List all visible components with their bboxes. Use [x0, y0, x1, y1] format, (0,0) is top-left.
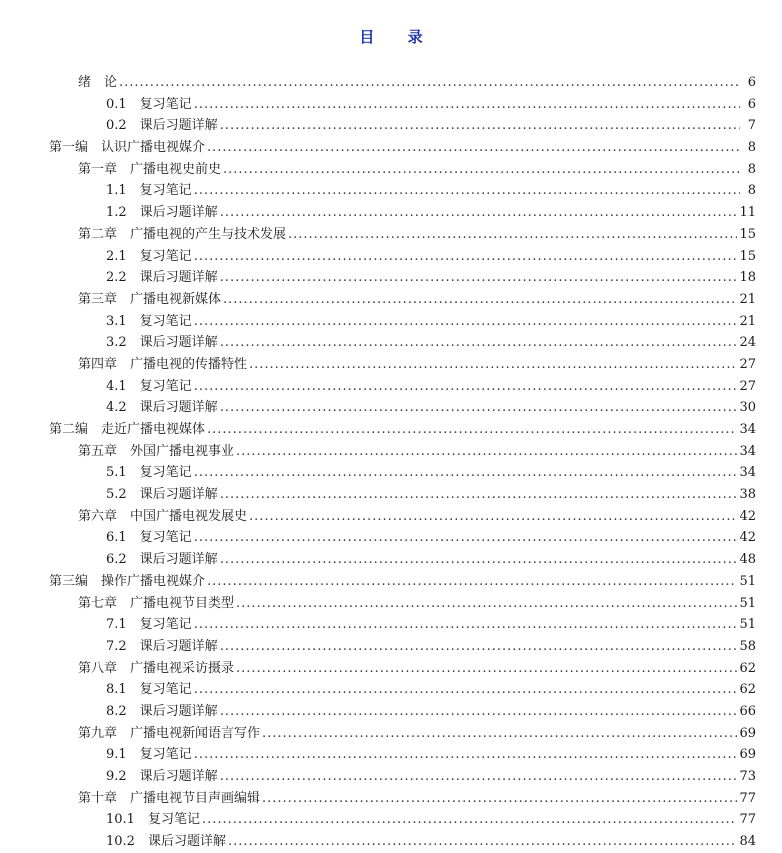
toc-leader-dots: [236, 441, 737, 463]
toc-entry[interactable]: [0, 506, 782, 528]
toc-leader-dots: [220, 202, 738, 224]
toc-entry[interactable]: [0, 159, 782, 181]
toc-entry-page-number: 30: [739, 400, 756, 416]
toc-entry-title: 5.1 复习笔记: [106, 465, 192, 481]
toc-entry[interactable]: [0, 549, 782, 571]
toc-entry-title: 4.2 课后习题详解: [106, 400, 218, 416]
toc-entry[interactable]: [0, 289, 782, 311]
toc-entry-title: 10.2 课后习题详解: [106, 834, 226, 850]
toc-leader-dots: [220, 636, 738, 658]
toc-entry-page-number: 77: [739, 812, 756, 828]
toc-entry-title: 第四章 广播电视的传播特性: [78, 356, 248, 372]
toc-leader-dots: [220, 549, 738, 571]
toc-entry-title: 5.2 课后习题详解: [106, 487, 218, 503]
toc-entry-title: 第八章 广播电视采访摄录: [78, 660, 235, 676]
toc-entry[interactable]: [0, 593, 782, 615]
toc-leader-dots: [202, 809, 738, 831]
toc-leader-dots: [223, 289, 737, 311]
toc-leader-dots: [194, 462, 738, 484]
toc-leader-dots: [194, 246, 738, 268]
toc-entry-title: 第三章 广播电视新媒体: [78, 291, 222, 307]
toc-leader-dots: [220, 332, 738, 354]
toc-entry[interactable]: [0, 679, 782, 701]
toc-entry-page-number: 34: [739, 422, 756, 437]
toc-entry-title: 8.2 课后习题详解: [106, 703, 218, 719]
toc-entry[interactable]: [0, 809, 782, 831]
toc-leader-dots: [220, 115, 740, 137]
toc-entry-page-number: 62: [739, 660, 756, 676]
toc-leader-dots: [220, 484, 738, 506]
toc-leader-dots: [194, 744, 738, 766]
toc-entry[interactable]: [0, 788, 782, 810]
toc-entry-page-number: 34: [739, 443, 756, 459]
toc-entry-page-number: 48: [739, 552, 756, 568]
toc-entry-page-number: 62: [739, 682, 756, 698]
toc-leader-dots: [194, 679, 738, 701]
toc-entry[interactable]: [0, 744, 782, 766]
toc-entry-page-number: 69: [739, 747, 756, 763]
toc-entry-title: 2.1 复习笔记: [106, 248, 192, 264]
toc-entry-title: 7.2 课后习题详解: [106, 638, 218, 654]
toc-entry-page-number: 66: [739, 703, 756, 719]
toc-entry-title: 0.2 课后习题详解: [106, 118, 218, 134]
toc-entry-title: 6.2 课后习题详解: [106, 552, 218, 568]
toc-entry[interactable]: [0, 376, 782, 398]
toc-leader-dots: [194, 94, 740, 116]
toc-leader-dots: [288, 224, 737, 246]
toc-entry[interactable]: [0, 484, 782, 506]
toc-leader-dots: [223, 159, 740, 181]
toc-entry-page-number: 69: [739, 725, 756, 741]
toc-entry-title: 3.1 复习笔记: [106, 313, 192, 329]
toc-entry-page-number: 24: [739, 335, 756, 351]
toc-entry-page-number: 77: [739, 790, 756, 806]
toc-entry[interactable]: [0, 571, 782, 593]
toc-entry-title: 第二编 走近广播电视媒体: [49, 422, 206, 437]
toc-entry[interactable]: [0, 419, 782, 441]
toc-entry-title: 第二章 广播电视的产生与技术发展: [78, 226, 287, 242]
toc-entry-title: 9.1 复习笔记: [106, 747, 192, 763]
toc-leader-dots: [194, 180, 740, 202]
toc-entry[interactable]: [0, 180, 782, 202]
toc-entry[interactable]: [0, 224, 782, 246]
toc-entry[interactable]: [0, 614, 782, 636]
toc-entry[interactable]: [0, 246, 782, 268]
table-of-contents: [0, 72, 782, 853]
toc-entry-page-number: 21: [739, 291, 756, 307]
toc-entry-title: 9.2 课后习题详解: [106, 769, 218, 784]
toc-entry-page-number: 21: [739, 313, 756, 329]
toc-entry-page-number: 8: [747, 183, 756, 199]
toc-entry-page-number: 84: [739, 834, 756, 850]
toc-entry-title: 第十章 广播电视节目声画编辑: [78, 790, 261, 806]
toc-entry-page-number: 73: [739, 769, 756, 784]
toc-entry-title: 7.1 复习笔记: [106, 617, 192, 633]
toc-leader-dots: [220, 766, 738, 788]
toc-entry[interactable]: [0, 723, 782, 745]
toc-entry[interactable]: [0, 267, 782, 289]
toc-entry-title: 2.2 课后习题详解: [106, 270, 218, 286]
toc-entry-page-number: 42: [739, 530, 756, 546]
toc-entry[interactable]: [0, 311, 782, 333]
toc-entry[interactable]: [0, 441, 782, 463]
toc-leader-dots: [194, 527, 738, 549]
toc-leader-dots: [207, 419, 737, 441]
toc-entry-title: 1.2 课后习题详解: [106, 205, 218, 221]
toc-leader-dots: [249, 506, 737, 528]
toc-entry-page-number: 8: [747, 140, 756, 156]
toc-leader-dots: [228, 831, 738, 853]
toc-leader-dots: [194, 376, 738, 398]
toc-entry-page-number: 15: [739, 248, 756, 264]
toc-entry[interactable]: [0, 94, 782, 116]
toc-entry-title: 第一章 广播电视史前史: [78, 161, 222, 177]
toc-entry-page-number: 27: [739, 378, 756, 394]
toc-entry-title: 第五章 外国广播电视事业: [78, 443, 235, 459]
toc-leader-dots: [194, 614, 738, 636]
toc-entry-title: 第六章 中国广播电视发展史: [78, 508, 248, 524]
toc-entry-page-number: 7: [747, 118, 756, 134]
toc-leader-dots: [194, 311, 738, 333]
toc-entry-page-number: 6: [747, 96, 756, 112]
toc-entry[interactable]: [0, 831, 782, 853]
toc-entry-page-number: 38: [739, 487, 756, 503]
toc-entry-title: 8.1 复习笔记: [106, 682, 192, 698]
toc-entry-title: 4.1 复习笔记: [106, 378, 192, 394]
toc-entry[interactable]: [0, 332, 782, 354]
toc-leader-dots: [207, 137, 740, 159]
toc-entry-title: 0.1 复习笔记: [106, 96, 192, 112]
toc-entry[interactable]: [0, 462, 782, 484]
toc-entry-page-number: 51: [739, 617, 756, 633]
toc-entry[interactable]: [0, 354, 782, 376]
toc-leader-dots: [249, 354, 737, 376]
toc-entry-page-number: 6: [747, 75, 756, 90]
toc-leader-dots: [262, 788, 737, 810]
toc-entry-title: 第一编 认识广播电视媒介: [49, 140, 206, 156]
toc-entry[interactable]: [0, 397, 782, 419]
toc-entry-page-number: 42: [739, 508, 756, 524]
toc-entry-title: 10.1 复习笔记: [106, 812, 200, 828]
toc-entry-page-number: 11: [739, 205, 756, 221]
page-title: 目 录: [359, 28, 437, 46]
toc-entry-title: 6.1 复习笔记: [106, 530, 192, 546]
toc-entry[interactable]: [0, 202, 782, 224]
toc-entry[interactable]: [0, 72, 782, 94]
toc-leader-dots: [220, 267, 738, 289]
toc-entry[interactable]: [0, 658, 782, 680]
toc-entry-title: 3.2 课后习题详解: [106, 335, 218, 351]
toc-entry-page-number: 51: [739, 595, 756, 611]
toc-entry-page-number: 27: [739, 356, 756, 372]
toc-entry-title: 第三编 操作广播电视媒介: [49, 573, 206, 589]
toc-leader-dots: [236, 658, 737, 680]
toc-entry[interactable]: [0, 766, 782, 788]
toc-entry-page-number: 8: [747, 161, 756, 177]
toc-entry[interactable]: [0, 137, 782, 159]
toc-leader-dots: [220, 397, 738, 419]
toc-entry-page-number: 58: [739, 638, 756, 654]
toc-leader-dots: [220, 701, 738, 723]
toc-entry-page-number: 15: [739, 226, 756, 242]
toc-entry-page-number: 34: [739, 465, 756, 481]
toc-entry[interactable]: [0, 527, 782, 549]
toc-entry-title: 绪 论: [78, 75, 118, 90]
toc-leader-dots: [207, 571, 737, 593]
toc-entry-page-number: 51: [739, 573, 756, 589]
toc-entry[interactable]: [0, 636, 782, 658]
toc-leader-dots: [119, 72, 740, 94]
toc-entry[interactable]: [0, 115, 782, 137]
toc-entry-title: 1.1 复习笔记: [106, 183, 192, 199]
toc-leader-dots: [236, 593, 737, 615]
toc-leader-dots: [262, 723, 737, 745]
toc-entry-title: 第九章 广播电视新闻语言写作: [78, 725, 261, 741]
toc-entry[interactable]: [0, 701, 782, 723]
toc-entry-title: 第七章 广播电视节目类型: [78, 595, 235, 611]
toc-entry-page-number: 18: [739, 270, 756, 286]
